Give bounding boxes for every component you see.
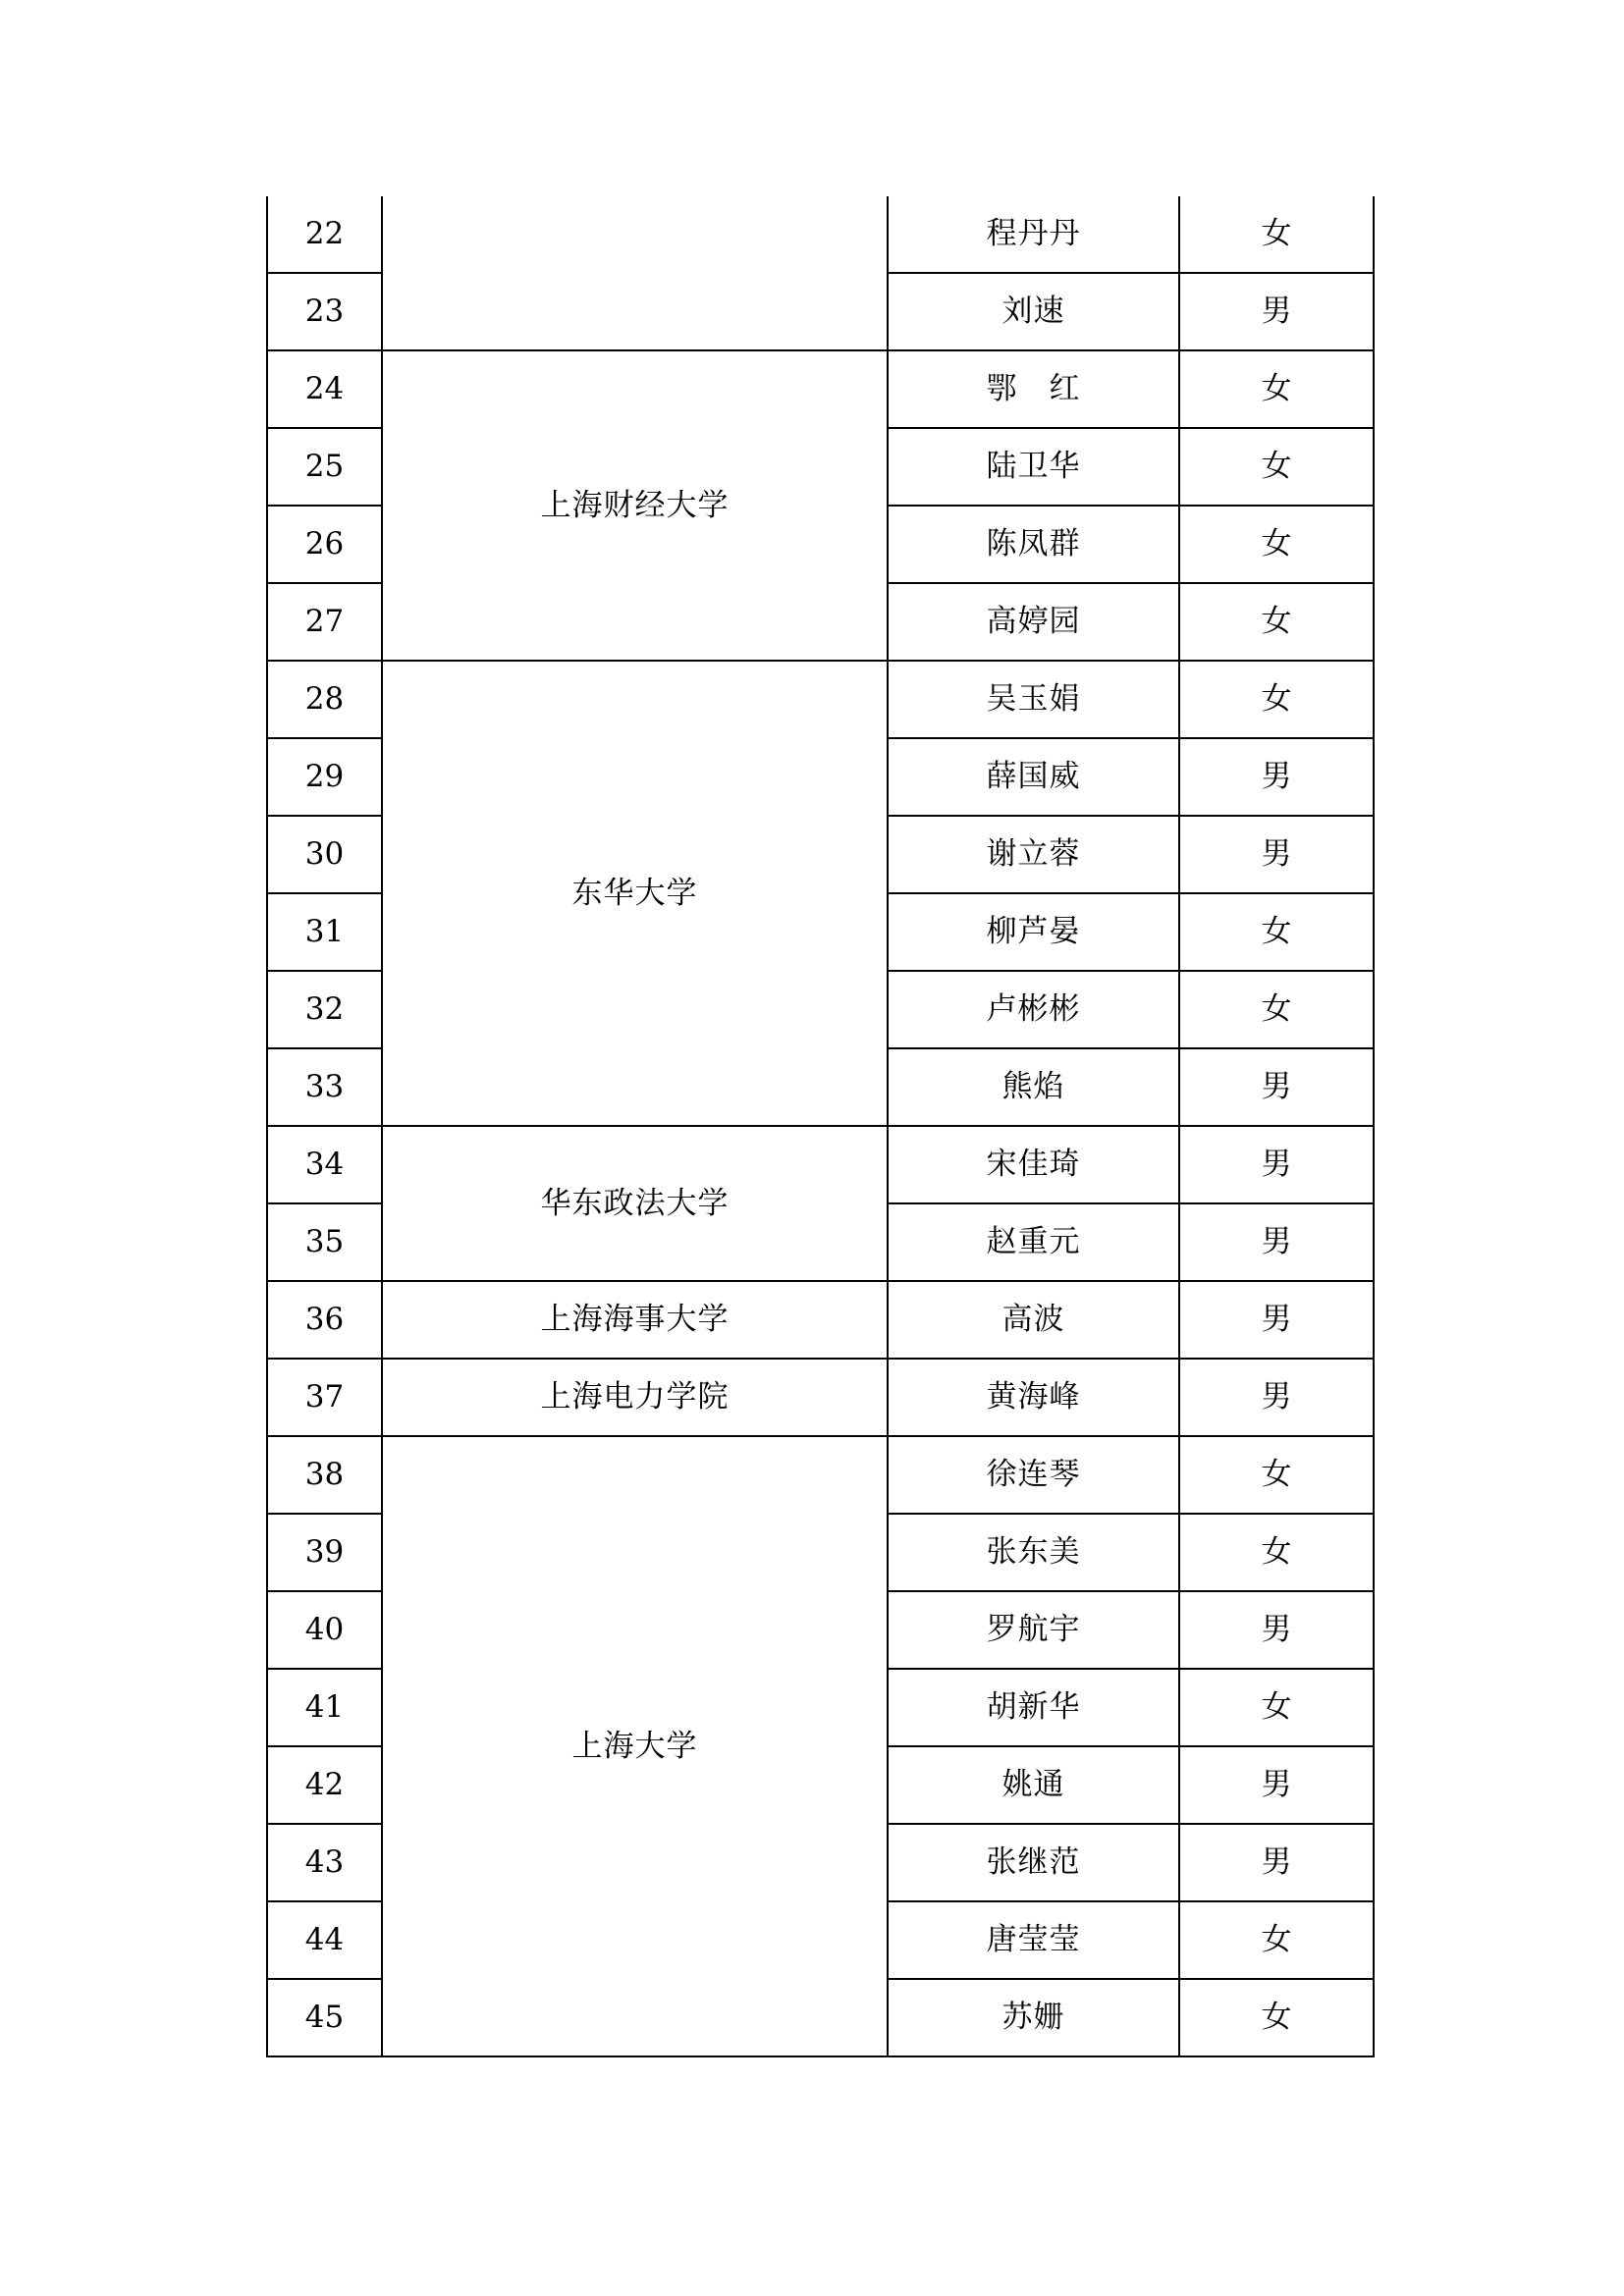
gender-cell: 女	[1179, 1901, 1374, 1979]
gender-cell: 女	[1179, 1669, 1374, 1746]
name-cell: 张继范	[888, 1824, 1179, 1901]
school-cell: 上海大学	[382, 1436, 888, 2056]
row-number-cell: 37	[267, 1359, 382, 1436]
row-number-cell: 35	[267, 1203, 382, 1281]
gender-cell: 男	[1179, 1591, 1374, 1669]
school-cell: 上海电力学院	[382, 1359, 888, 1436]
gender-cell: 男	[1179, 1281, 1374, 1359]
row-number-cell: 43	[267, 1824, 382, 1901]
gender-cell: 男	[1179, 1203, 1374, 1281]
name-cell: 刘速	[888, 273, 1179, 350]
name-cell: 赵重元	[888, 1203, 1179, 1281]
name-cell: 徐连琴	[888, 1436, 1179, 1514]
table-row	[267, 1359, 1374, 1436]
row-number-cell: 22	[267, 196, 382, 273]
row-number-cell: 27	[267, 583, 382, 661]
gender-cell: 女	[1179, 506, 1374, 583]
row-number-cell: 24	[267, 350, 382, 428]
name-cell: 鄂 红	[888, 350, 1179, 428]
gender-cell: 女	[1179, 1436, 1374, 1514]
row-number-cell: 23	[267, 273, 382, 350]
school-cell: 华东政法大学	[382, 1126, 888, 1281]
row-number-cell: 30	[267, 816, 382, 893]
table-row	[267, 661, 1374, 738]
school-cell: 上海财经大学	[382, 350, 888, 661]
school-cell: 东华大学	[382, 661, 888, 1126]
name-cell: 陆卫华	[888, 428, 1179, 506]
row-number-cell: 44	[267, 1901, 382, 1979]
gender-cell: 女	[1179, 661, 1374, 738]
gender-cell: 男	[1179, 1824, 1374, 1901]
name-cell: 高波	[888, 1281, 1179, 1359]
school-cell: 上海海事大学	[382, 1281, 888, 1359]
row-number-cell: 32	[267, 971, 382, 1048]
gender-cell: 男	[1179, 816, 1374, 893]
gender-cell: 女	[1179, 196, 1374, 273]
gender-cell: 男	[1179, 738, 1374, 816]
row-number-cell: 45	[267, 1979, 382, 2056]
table-row	[267, 1126, 1374, 1203]
row-number-cell: 39	[267, 1514, 382, 1591]
name-cell: 宋佳琦	[888, 1126, 1179, 1203]
name-cell: 卢彬彬	[888, 971, 1179, 1048]
row-number-cell: 31	[267, 893, 382, 971]
row-number-cell: 42	[267, 1746, 382, 1824]
name-cell: 陈凤群	[888, 506, 1179, 583]
row-number-cell: 40	[267, 1591, 382, 1669]
table-row	[267, 350, 1374, 428]
gender-cell: 女	[1179, 428, 1374, 506]
name-cell: 张东美	[888, 1514, 1179, 1591]
name-cell: 苏姗	[888, 1979, 1179, 2056]
name-cell: 吴玉娟	[888, 661, 1179, 738]
roster-table-body	[267, 196, 1374, 2056]
gender-cell: 男	[1179, 1126, 1374, 1203]
gender-cell: 男	[1179, 1359, 1374, 1436]
gender-cell: 男	[1179, 1048, 1374, 1126]
name-cell: 唐莹莹	[888, 1901, 1179, 1979]
name-cell: 姚通	[888, 1746, 1179, 1824]
gender-cell: 男	[1179, 1746, 1374, 1824]
name-cell: 熊焰	[888, 1048, 1179, 1126]
gender-cell: 女	[1179, 971, 1374, 1048]
name-cell: 柳芦晏	[888, 893, 1179, 971]
gender-cell: 女	[1179, 1514, 1374, 1591]
row-number-cell: 41	[267, 1669, 382, 1746]
roster-table	[266, 196, 1375, 2057]
gender-cell: 女	[1179, 893, 1374, 971]
table-row	[267, 1281, 1374, 1359]
row-number-cell: 33	[267, 1048, 382, 1126]
school-cell	[382, 196, 888, 350]
row-number-cell: 26	[267, 506, 382, 583]
table-row	[267, 1436, 1374, 1514]
gender-cell: 女	[1179, 350, 1374, 428]
name-cell: 程丹丹	[888, 196, 1179, 273]
gender-cell: 男	[1179, 273, 1374, 350]
name-cell: 谢立蓉	[888, 816, 1179, 893]
name-cell: 黄海峰	[888, 1359, 1179, 1436]
name-cell: 薛国威	[888, 738, 1179, 816]
row-number-cell: 34	[267, 1126, 382, 1203]
row-number-cell: 28	[267, 661, 382, 738]
row-number-cell: 38	[267, 1436, 382, 1514]
row-number-cell: 29	[267, 738, 382, 816]
name-cell: 高婷园	[888, 583, 1179, 661]
gender-cell: 女	[1179, 1979, 1374, 2056]
name-cell: 胡新华	[888, 1669, 1179, 1746]
name-cell: 罗航宇	[888, 1591, 1179, 1669]
table-row	[267, 196, 1374, 273]
row-number-cell: 25	[267, 428, 382, 506]
row-number-cell: 36	[267, 1281, 382, 1359]
gender-cell: 女	[1179, 583, 1374, 661]
